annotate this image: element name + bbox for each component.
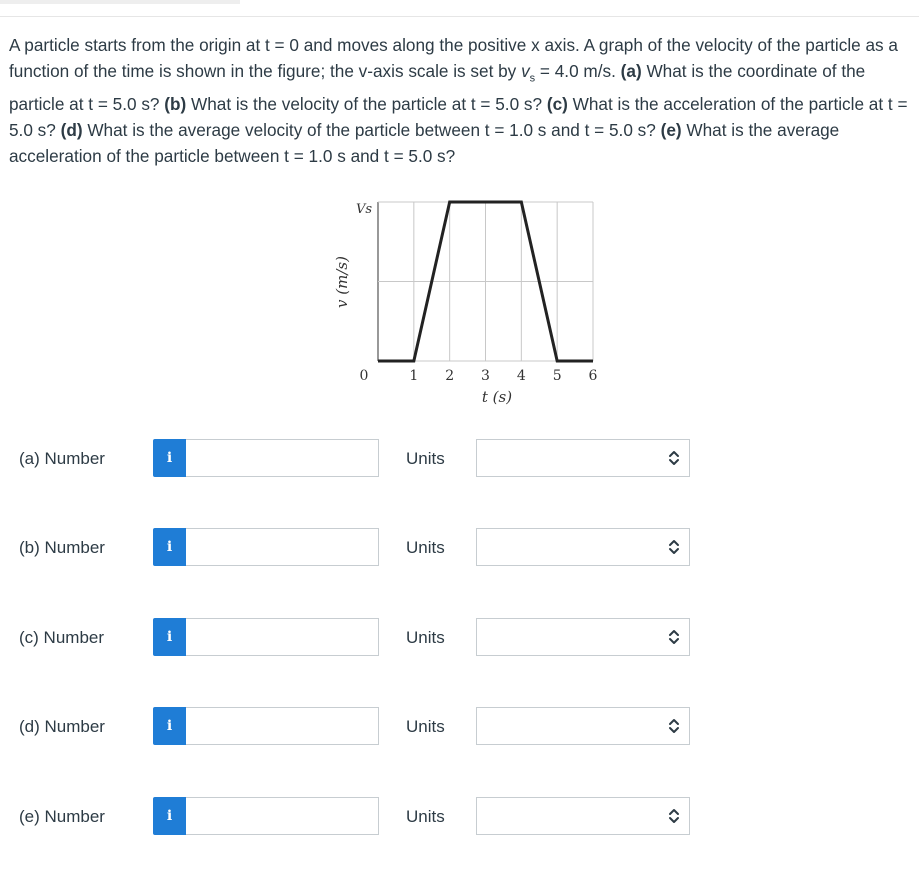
part-c-tag: (c) — [546, 94, 568, 115]
graph-ticks — [356, 202, 598, 384]
x-tick-1: 1 — [409, 368, 419, 384]
units-select-e[interactable] — [476, 797, 690, 835]
info-button-c[interactable]: i — [153, 618, 186, 656]
units-label-a: Units — [406, 449, 445, 468]
number-input-c[interactable] — [186, 618, 379, 656]
divider — [0, 16, 919, 17]
answer-row-c — [0, 618, 919, 658]
x-tick-6: 6 — [588, 368, 598, 384]
chevron-updown-icon — [668, 808, 680, 824]
vs-subscript: s — [529, 72, 536, 85]
part-b-label: (b) Number — [19, 538, 105, 557]
part-e-label: (e) Number — [19, 807, 105, 826]
chevron-updown-icon — [668, 539, 680, 555]
y-tick-vs: Vs — [355, 202, 373, 217]
answer-row-e — [0, 797, 919, 837]
vs-symbol: v — [521, 61, 530, 81]
chevron-updown-icon — [668, 629, 680, 645]
part-e-text: What is the average acceleration of the particle between t = 1.0 s and t = 5.0 s? — [9, 120, 840, 167]
part-d-text: What is the average velocity of the particle between t = 1.0 s and t = 5.0 s? — [82, 120, 661, 141]
vs-value: = 4.0 m/s. — [535, 61, 621, 81]
x-tick-5: 5 — [552, 368, 562, 384]
x-tick-0: 0 — [359, 368, 369, 384]
chevron-updown-icon — [668, 450, 680, 466]
part-a-tag: (a) — [620, 61, 642, 81]
number-input-d[interactable] — [186, 707, 379, 745]
velocity-time-graph — [320, 186, 620, 416]
units-select-c[interactable] — [476, 618, 690, 656]
info-button-e[interactable]: i — [153, 797, 186, 835]
part-c-text: What is the acceleration of the particle at t = 5.0 s? — [9, 94, 908, 141]
part-d-label: (d) Number — [19, 717, 105, 736]
y-axis-label: v (m/s) — [333, 256, 351, 308]
info-button-b[interactable]: i — [153, 528, 186, 566]
part-a-text: What is the coordinate of the particle at t = 5.0 s? — [9, 61, 866, 115]
answer-row-d — [0, 707, 919, 747]
chevron-updown-icon — [668, 718, 680, 734]
question-intro: A particle starts from the origin at t = 0 and moves along the positive x axis. A graph of the velocity of the particle as a function of the time is shown in the figure; the v-axis scale is set by — [9, 35, 898, 81]
x-tick-2: 2 — [445, 368, 455, 384]
answer-row-b — [0, 528, 919, 568]
units-select-d[interactable] — [476, 707, 690, 745]
number-input-a[interactable] — [186, 439, 379, 477]
units-label-d: Units — [406, 717, 445, 736]
units-select-b[interactable] — [476, 528, 690, 566]
units-label-c: Units — [406, 628, 445, 647]
part-d-tag: (d) — [60, 120, 83, 141]
x-axis-label: t (s) — [481, 388, 513, 406]
info-button-d[interactable]: i — [153, 707, 186, 745]
number-input-b[interactable] — [186, 528, 379, 566]
info-button-a[interactable]: i — [153, 439, 186, 477]
answer-row-a — [0, 439, 919, 479]
units-label-e: Units — [406, 807, 445, 826]
header-strip — [0, 0, 240, 4]
part-e-tag: (e) — [660, 120, 682, 141]
question-text — [9, 32, 915, 169]
part-b-text: What is the velocity of the particle at t = 5.0 s? — [186, 94, 547, 115]
number-input-e[interactable] — [186, 797, 379, 835]
units-label-b: Units — [406, 538, 445, 557]
part-b-tag: (b) — [164, 94, 187, 115]
graph-grid — [378, 202, 593, 361]
x-tick-3: 3 — [481, 368, 490, 384]
units-select-a[interactable] — [476, 439, 690, 477]
part-c-label: (c) Number — [19, 628, 105, 647]
part-a-label: (a) Number — [19, 449, 105, 468]
x-tick-4: 4 — [516, 368, 526, 384]
